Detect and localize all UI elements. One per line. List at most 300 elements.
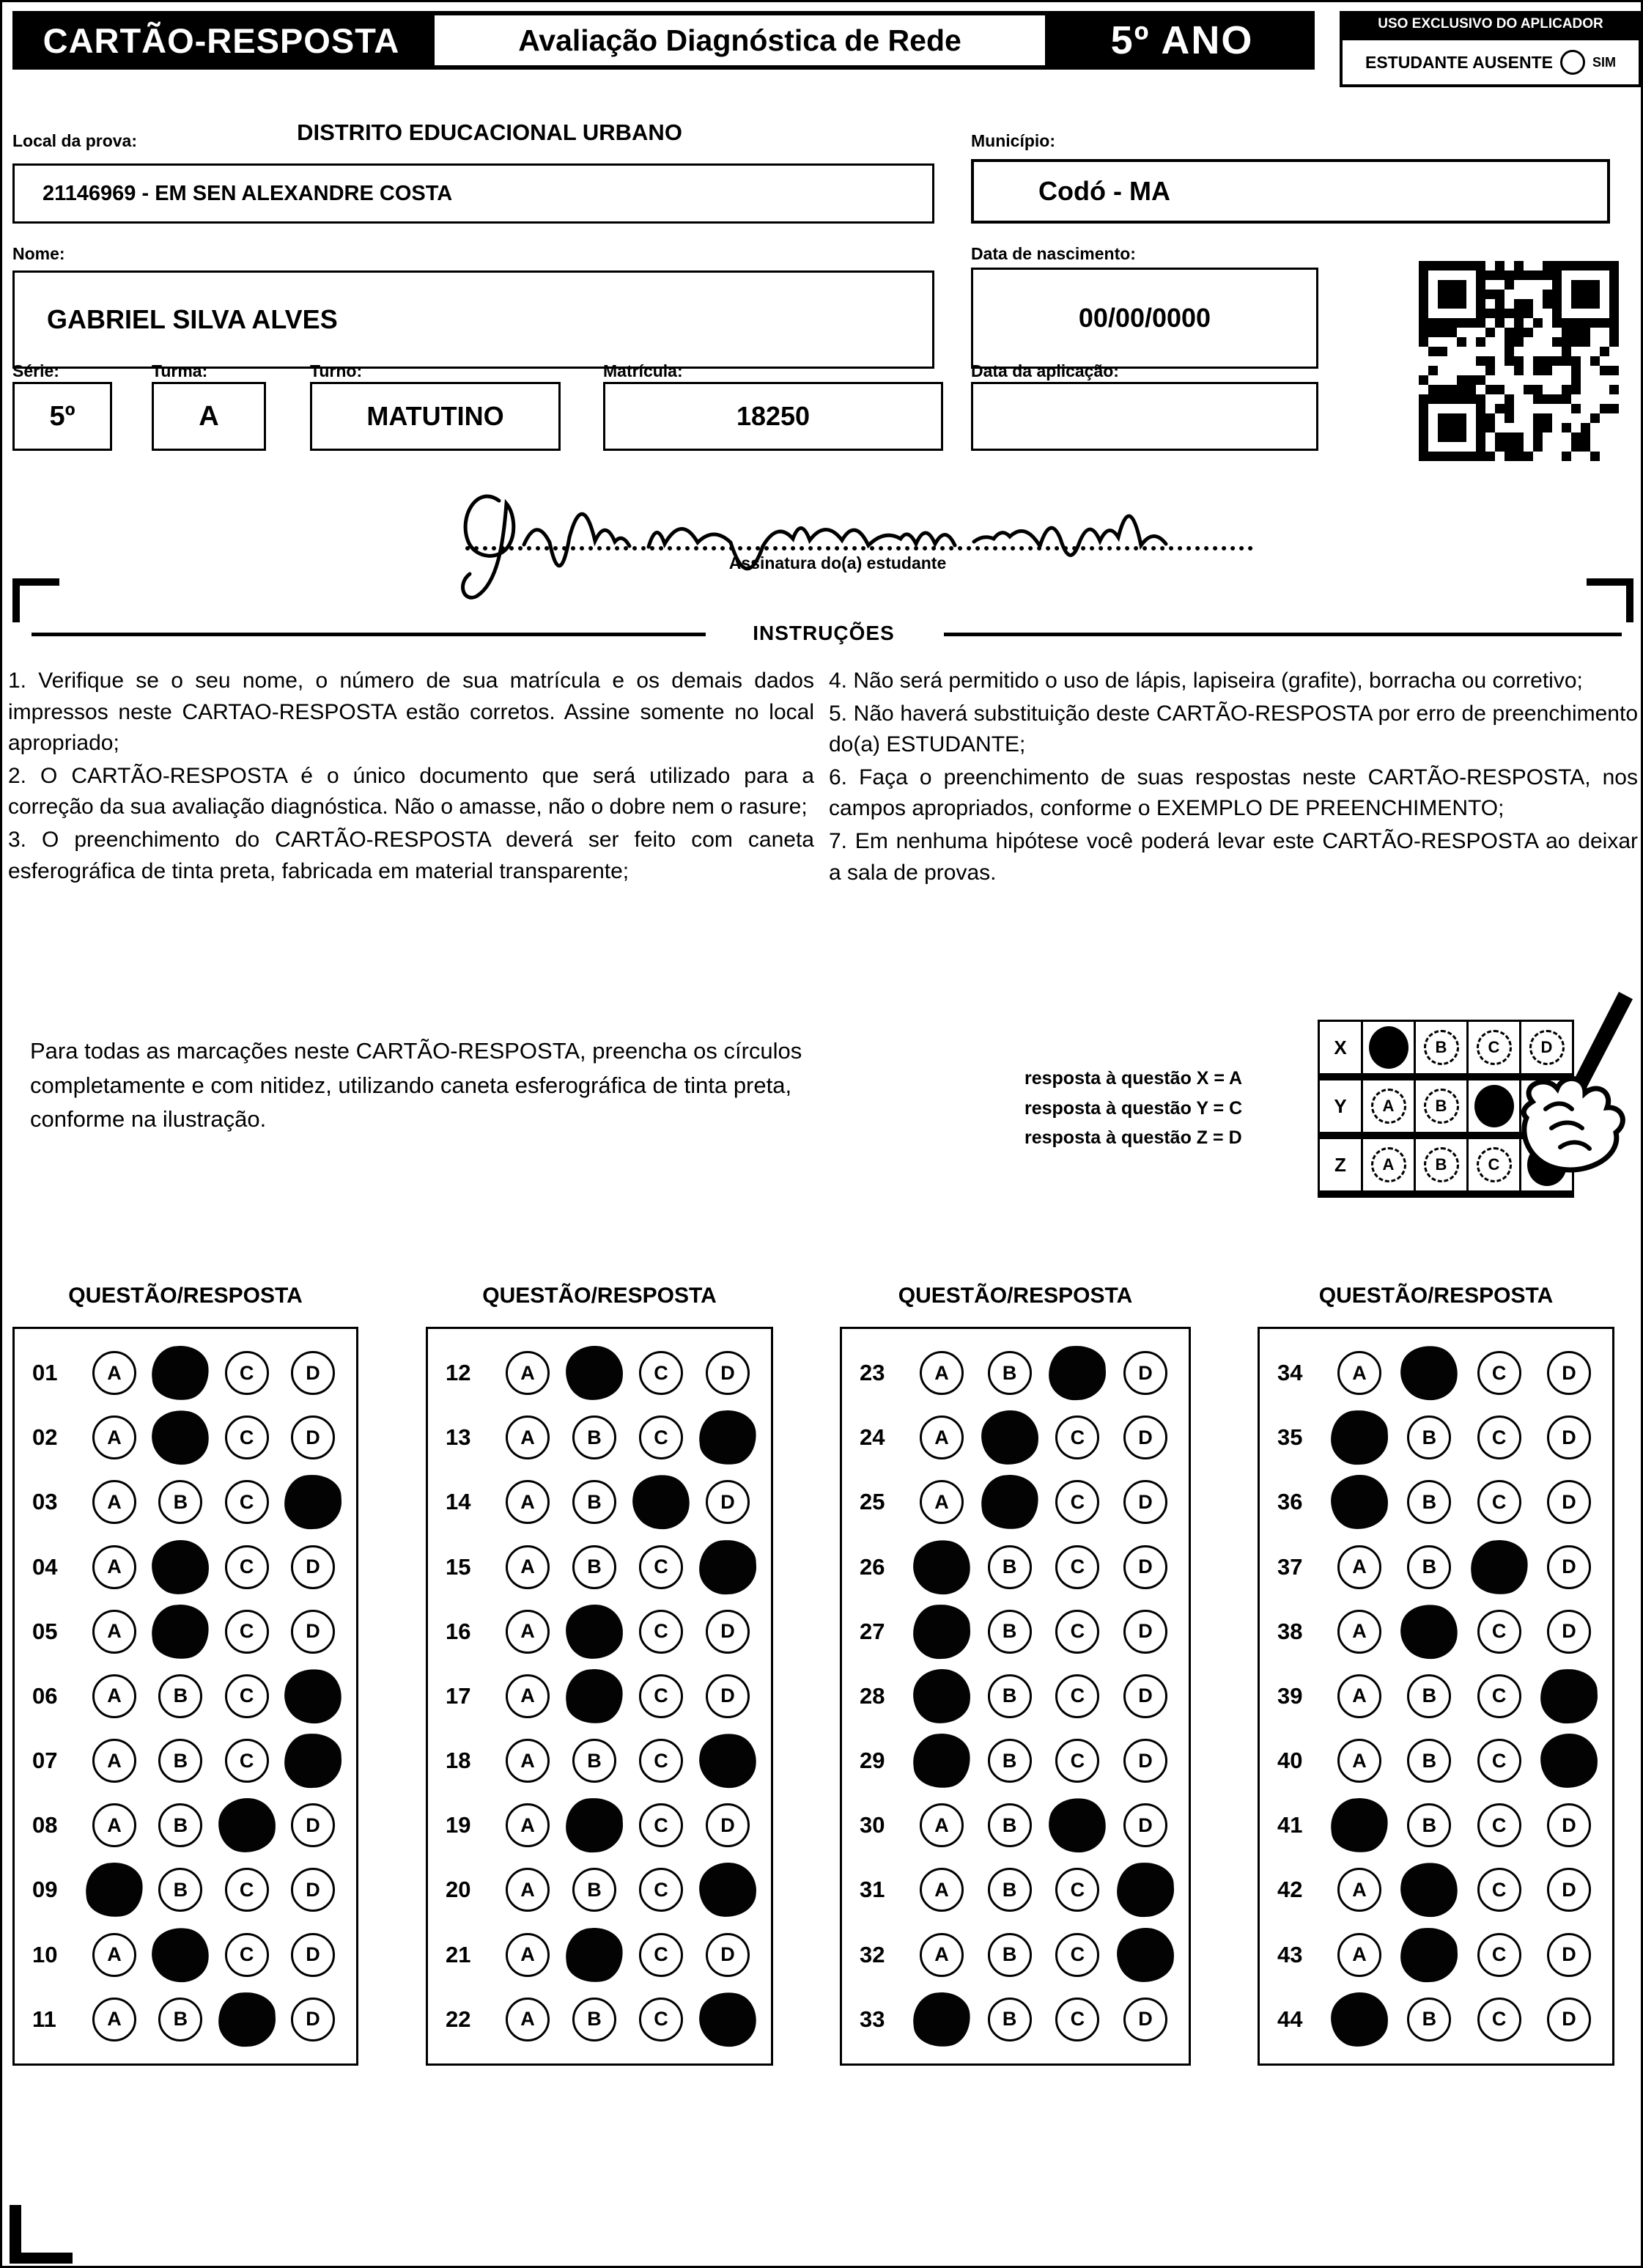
- bubble-C[interactable]: C: [1055, 1480, 1099, 1524]
- filled-bubble-A[interactable]: [1329, 1990, 1390, 2048]
- bubble-B[interactable]: B: [572, 1868, 616, 1912]
- answer-row: [842, 1544, 1189, 1590]
- bubble-D[interactable]: D: [1547, 1998, 1591, 2041]
- bubble-C[interactable]: C: [639, 1868, 683, 1912]
- qr-code: [1411, 253, 1627, 469]
- bubble-cell: [92, 1738, 137, 1783]
- filled-bubble-B[interactable]: [979, 1409, 1040, 1467]
- bubble-C[interactable]: C: [225, 1610, 269, 1654]
- bubble-group: [919, 1415, 1189, 1460]
- column-header: QUESTÃO/RESPOSTA: [482, 1284, 717, 1308]
- bubble-cell: [1546, 1997, 1592, 2042]
- example-bubble-B[interactable]: B: [1424, 1089, 1459, 1124]
- bubble-C[interactable]: C: [1055, 1868, 1099, 1912]
- bubble-D[interactable]: D: [1123, 1739, 1167, 1783]
- bubble-cell: [92, 1932, 137, 1978]
- question-number: 36: [1277, 1489, 1303, 1515]
- bubble-A[interactable]: A: [1337, 1933, 1381, 1977]
- bubble-B[interactable]: B: [988, 1803, 1032, 1847]
- question-number: 35: [1277, 1424, 1303, 1451]
- bubble-D[interactable]: D: [1547, 1480, 1591, 1524]
- bubble-A[interactable]: A: [920, 1933, 964, 1977]
- question-number: 29: [860, 1748, 885, 1774]
- bubble-cell: [1477, 1544, 1522, 1590]
- bubble-A[interactable]: A: [92, 1674, 136, 1718]
- bubble-group: [1337, 1674, 1612, 1719]
- bubble-A[interactable]: A: [1337, 1739, 1381, 1783]
- bubble-D[interactable]: D: [1547, 1351, 1591, 1395]
- example-filled-bubble[interactable]: [1369, 1026, 1408, 1069]
- bubble-B[interactable]: B: [988, 1545, 1032, 1589]
- school-field: 21146969 - EM SEN ALEXANDRE COSTA: [12, 163, 934, 224]
- example-bubble-A[interactable]: A: [1371, 1147, 1406, 1182]
- example-bubble-B[interactable]: B: [1424, 1147, 1459, 1182]
- turno-field: MATUTINO: [310, 382, 561, 451]
- name-label: Nome:: [12, 244, 65, 263]
- bubble-B[interactable]: B: [158, 1868, 202, 1912]
- bubble-D[interactable]: D: [1123, 1998, 1167, 2041]
- bubble-B[interactable]: B: [158, 1674, 202, 1718]
- bubble-D[interactable]: D: [706, 1803, 750, 1847]
- bubble-B[interactable]: B: [572, 1998, 616, 2041]
- bubble-cell: [572, 1544, 617, 1590]
- filled-bubble-B[interactable]: [563, 1666, 625, 1726]
- answer-row: [15, 1350, 356, 1396]
- bubble-D[interactable]: D: [1123, 1803, 1167, 1847]
- bubble-cell: [1406, 1932, 1452, 1978]
- bubble-B[interactable]: B: [158, 1480, 202, 1524]
- filled-bubble-D[interactable]: [695, 1988, 761, 2050]
- bubble-A[interactable]: A: [92, 1933, 136, 1977]
- filled-bubble-C[interactable]: [1047, 1344, 1107, 1402]
- bubble-cell: [158, 1932, 203, 1978]
- bubble-C[interactable]: C: [1477, 1998, 1521, 2041]
- bubble-C[interactable]: C: [639, 1351, 683, 1395]
- bubble-B[interactable]: B: [988, 1351, 1032, 1395]
- bubble-cell: [572, 1415, 617, 1460]
- bubble-D[interactable]: D: [1547, 1610, 1591, 1654]
- bubble-C[interactable]: C: [225, 1868, 269, 1912]
- bubble-C[interactable]: C: [1055, 1739, 1099, 1783]
- bubble-A[interactable]: A: [920, 1351, 964, 1395]
- example-bubble-D[interactable]: D: [1529, 1030, 1565, 1065]
- bubble-cell: [1546, 1867, 1592, 1912]
- filled-bubble-D[interactable]: [698, 1861, 758, 1919]
- bubble-D[interactable]: D: [291, 1351, 335, 1395]
- bubble-C[interactable]: C: [1477, 1868, 1521, 1912]
- bubble-D[interactable]: D: [706, 1351, 750, 1395]
- bubble-D[interactable]: D: [1547, 1545, 1591, 1589]
- bubble-group: [919, 1932, 1189, 1978]
- application-date-field[interactable]: [971, 382, 1318, 451]
- question-number: 09: [32, 1877, 58, 1903]
- bubble-group: [919, 1609, 1189, 1654]
- filled-bubble-C[interactable]: [217, 1991, 277, 2048]
- answer-row: [1260, 1867, 1612, 1912]
- bubble-C[interactable]: C: [1477, 1739, 1521, 1783]
- bubble-B[interactable]: B: [988, 1674, 1032, 1718]
- bubble-cell: [987, 1803, 1033, 1848]
- bubble-group: [919, 1674, 1189, 1719]
- bubble-cell: [158, 1803, 203, 1848]
- filled-bubble-B[interactable]: [978, 1473, 1041, 1533]
- divider: [944, 633, 1622, 636]
- filled-bubble-C[interactable]: [1045, 1794, 1110, 1857]
- bubble-B[interactable]: B: [1407, 1803, 1451, 1847]
- filled-bubble-D[interactable]: [283, 1473, 343, 1531]
- bubble-cell: [1406, 1738, 1452, 1783]
- bubble-cell: [705, 1738, 750, 1783]
- bubble-C[interactable]: C: [225, 1480, 269, 1524]
- bubble-B[interactable]: B: [572, 1480, 616, 1524]
- bubble-D[interactable]: D: [291, 1545, 335, 1589]
- bubble-C[interactable]: C: [639, 1933, 683, 1977]
- bubble-D[interactable]: D: [1547, 1868, 1591, 1912]
- bubble-D[interactable]: D: [706, 1674, 750, 1718]
- bubble-B[interactable]: B: [1407, 1674, 1451, 1718]
- bubble-C[interactable]: C: [1477, 1803, 1521, 1847]
- bubble-C[interactable]: C: [639, 1803, 683, 1847]
- bubble-cell: [290, 1867, 336, 1912]
- bubble-cell: [1406, 1867, 1452, 1912]
- example-bubble-C[interactable]: C: [1477, 1147, 1512, 1182]
- bubble-B[interactable]: B: [988, 1739, 1032, 1783]
- example-cell: [1361, 1080, 1414, 1132]
- question-number: 17: [446, 1682, 471, 1709]
- bubble-D[interactable]: D: [291, 1415, 335, 1459]
- bubble-A[interactable]: A: [506, 1933, 550, 1977]
- filled-bubble-A[interactable]: [1328, 1795, 1390, 1855]
- question-number: 08: [32, 1812, 58, 1838]
- bubble-cell: [1337, 1738, 1382, 1783]
- example-caption: resposta à questão Y = C: [1024, 1097, 1243, 1119]
- bubble-D[interactable]: D: [1123, 1351, 1167, 1395]
- bubble-C[interactable]: C: [1477, 1480, 1521, 1524]
- bubble-C[interactable]: C: [225, 1415, 269, 1459]
- bubble-B[interactable]: B: [158, 1803, 202, 1847]
- bubble-cell: [919, 1738, 964, 1783]
- answer-row: [428, 1415, 771, 1460]
- bubble-A[interactable]: A: [506, 1610, 550, 1654]
- bubble-D[interactable]: D: [291, 1998, 335, 2041]
- bubble-cell: [1055, 1867, 1100, 1912]
- bubble-cell: [158, 1867, 203, 1912]
- example-bubble-C[interactable]: C: [1477, 1030, 1512, 1065]
- bubble-cell: [1546, 1415, 1592, 1460]
- bubble-C[interactable]: C: [639, 1998, 683, 2041]
- question-number: 42: [1277, 1877, 1303, 1903]
- bubble-D[interactable]: D: [1123, 1545, 1167, 1589]
- example-bubble-A[interactable]: A: [1371, 1089, 1406, 1124]
- bubble-cell: [987, 1932, 1033, 1978]
- filled-bubble-D[interactable]: [698, 1539, 758, 1596]
- bubble-C[interactable]: C: [639, 1739, 683, 1783]
- bubble-C[interactable]: C: [1055, 1998, 1099, 2041]
- bubble-A[interactable]: A: [920, 1415, 964, 1459]
- bubble-cell: [505, 1350, 550, 1396]
- bubble-cell: [919, 1674, 964, 1719]
- bubble-C[interactable]: C: [639, 1674, 683, 1718]
- filled-bubble-B[interactable]: [149, 1343, 212, 1403]
- bubble-D[interactable]: D: [291, 1610, 335, 1654]
- bubble-cell: [987, 1609, 1033, 1654]
- answer-row: [15, 1674, 356, 1719]
- filled-bubble-C[interactable]: [629, 1471, 694, 1534]
- question-number: 16: [446, 1618, 471, 1644]
- bubble-A[interactable]: A: [92, 1998, 136, 2041]
- bubble-cell: [1406, 1674, 1452, 1719]
- bubble-D[interactable]: D: [291, 1803, 335, 1847]
- bubble-cell: [919, 1867, 964, 1912]
- bubble-A[interactable]: A: [506, 1545, 550, 1589]
- filled-bubble-B[interactable]: [564, 1344, 625, 1402]
- bubble-cell: [987, 1415, 1033, 1460]
- bubble-C[interactable]: C: [1477, 1610, 1521, 1654]
- bubble-B[interactable]: B: [1407, 1998, 1451, 2041]
- bubble-A[interactable]: A: [1337, 1610, 1381, 1654]
- bubble-cell: [1406, 1350, 1452, 1396]
- bubble-D[interactable]: D: [706, 1610, 750, 1654]
- question-number: 41: [1277, 1812, 1303, 1838]
- question-number: 44: [1277, 2006, 1303, 2032]
- bubble-B[interactable]: B: [1407, 1415, 1451, 1459]
- filled-bubble-D[interactable]: [695, 1729, 761, 1792]
- bubble-cell: [505, 1544, 550, 1590]
- filled-bubble-D[interactable]: [1115, 1861, 1175, 1918]
- bubble-cell: [1337, 1674, 1382, 1719]
- bubble-D[interactable]: D: [1123, 1610, 1167, 1654]
- bubble-D[interactable]: D: [1123, 1674, 1167, 1718]
- bubble-cell: [224, 1674, 270, 1719]
- bubble-cell: [1546, 1738, 1592, 1783]
- bubble-C[interactable]: C: [1055, 1933, 1099, 1977]
- bubble-cell: [224, 1544, 270, 1590]
- bubble-cell: [290, 1738, 336, 1783]
- bubble-A[interactable]: A: [1337, 1351, 1381, 1395]
- example-row-label: X: [1320, 1022, 1361, 1073]
- bubble-A[interactable]: A: [1337, 1545, 1381, 1589]
- bubble-cell: [1337, 1803, 1382, 1848]
- bubble-A[interactable]: A: [920, 1803, 964, 1847]
- answer-row: [842, 1415, 1189, 1460]
- bubble-cell: [1406, 1479, 1452, 1525]
- filled-bubble-B[interactable]: [1397, 1341, 1462, 1404]
- bubble-B[interactable]: B: [1407, 1480, 1451, 1524]
- bubble-D[interactable]: D: [1547, 1415, 1591, 1459]
- bubble-D[interactable]: D: [1123, 1415, 1167, 1459]
- bubble-cell: [290, 1674, 336, 1719]
- bubble-A[interactable]: A: [506, 1868, 550, 1912]
- instruction-item: 4. Não será permitido o uso de lápis, lapiseira (grafite), borracha ou corretivo;: [829, 669, 1583, 693]
- bubble-cell: [572, 1997, 617, 2042]
- answer-row: [428, 1544, 771, 1590]
- bubble-A[interactable]: A: [1337, 1868, 1381, 1912]
- filled-bubble-B[interactable]: [149, 1602, 212, 1662]
- question-number: 34: [1277, 1360, 1303, 1386]
- bubble-group: [1337, 1997, 1612, 2042]
- bubble-group: [92, 1997, 356, 2042]
- signature-handwriting: [442, 471, 1219, 611]
- bubble-A[interactable]: A: [506, 1415, 550, 1459]
- bubble-C[interactable]: C: [225, 1674, 269, 1718]
- bubble-B[interactable]: B: [572, 1415, 616, 1459]
- example-bubble-B[interactable]: B: [1424, 1030, 1459, 1065]
- bubble-A[interactable]: A: [920, 1480, 964, 1524]
- bubble-C[interactable]: C: [1477, 1933, 1521, 1977]
- bubble-C[interactable]: C: [1055, 1545, 1099, 1589]
- filled-bubble-B[interactable]: [1397, 1600, 1462, 1663]
- bubble-C[interactable]: C: [639, 1545, 683, 1589]
- bubble-A[interactable]: A: [920, 1868, 964, 1912]
- bubble-cell: [705, 1867, 750, 1912]
- bubble-cell: [92, 1479, 137, 1525]
- bubble-A[interactable]: A: [506, 1351, 550, 1395]
- bubble-cell: [1477, 1479, 1522, 1525]
- bubble-B[interactable]: B: [988, 1868, 1032, 1912]
- bubble-cell: [919, 1609, 964, 1654]
- bubble-A[interactable]: A: [92, 1351, 136, 1395]
- bubble-C[interactable]: C: [1055, 1610, 1099, 1654]
- filled-bubble-B[interactable]: [564, 1797, 624, 1854]
- question-number: 31: [860, 1877, 885, 1903]
- bubble-D[interactable]: D: [706, 1480, 750, 1524]
- question-number: 14: [446, 1489, 471, 1515]
- bubble-D[interactable]: D: [1123, 1480, 1167, 1524]
- bubble-cell: [638, 1738, 684, 1783]
- bubble-cell: [290, 1803, 336, 1848]
- bubble-cell: [224, 1803, 270, 1848]
- bubble-C[interactable]: C: [1055, 1415, 1099, 1459]
- bubble-B[interactable]: B: [572, 1545, 616, 1589]
- filled-bubble-A[interactable]: [910, 1989, 972, 2050]
- bubble-B[interactable]: B: [988, 1933, 1032, 1977]
- bubble-B[interactable]: B: [572, 1739, 616, 1783]
- bubble-B[interactable]: B: [158, 1739, 202, 1783]
- bubble-cell: [224, 1415, 270, 1460]
- filled-bubble-D[interactable]: [1539, 1668, 1599, 1725]
- bubble-B[interactable]: B: [1407, 1739, 1451, 1783]
- bubble-C[interactable]: C: [225, 1545, 269, 1589]
- question-number: 06: [32, 1682, 58, 1709]
- bubble-B[interactable]: B: [158, 1998, 202, 2041]
- question-number: 01: [32, 1360, 58, 1386]
- bubble-C[interactable]: C: [639, 1415, 683, 1459]
- bubble-A[interactable]: A: [506, 1739, 550, 1783]
- bubble-cell: [92, 1803, 137, 1848]
- bubble-cell: [1477, 1674, 1522, 1719]
- filled-bubble-B[interactable]: [1399, 1926, 1459, 1984]
- bubble-A[interactable]: A: [506, 1480, 550, 1524]
- bubble-C[interactable]: C: [1055, 1674, 1099, 1718]
- bubble-cell: [705, 1544, 750, 1590]
- bubble-A[interactable]: A: [92, 1610, 136, 1654]
- bubble-A[interactable]: A: [92, 1803, 136, 1847]
- bubble-C[interactable]: C: [1477, 1415, 1521, 1459]
- bubble-cell: [505, 1415, 550, 1460]
- bubble-cell: [1123, 1932, 1168, 1978]
- filled-bubble-B[interactable]: [564, 1602, 625, 1660]
- bubble-C[interactable]: C: [1477, 1351, 1521, 1395]
- bubble-C[interactable]: C: [225, 1739, 269, 1783]
- filled-bubble-D[interactable]: [1538, 1731, 1599, 1789]
- bubble-A[interactable]: A: [92, 1415, 136, 1459]
- bubble-A[interactable]: A: [506, 1998, 550, 2041]
- bubble-B[interactable]: B: [988, 1998, 1032, 2041]
- filled-bubble-D[interactable]: [696, 1407, 758, 1468]
- bubble-D[interactable]: D: [291, 1933, 335, 1977]
- bubble-cell: [505, 1803, 550, 1848]
- question-number: 21: [446, 1941, 471, 1967]
- bubble-cell: [1055, 1609, 1100, 1654]
- absent-yes-bubble[interactable]: [1560, 50, 1585, 75]
- bubble-group: [92, 1932, 356, 1978]
- filled-bubble-A[interactable]: [1329, 1473, 1390, 1531]
- bubble-C[interactable]: C: [639, 1610, 683, 1654]
- filled-bubble-D[interactable]: [1115, 1926, 1175, 1984]
- filled-bubble-C[interactable]: [216, 1797, 277, 1855]
- answer-row: [842, 1867, 1189, 1912]
- bubble-A[interactable]: A: [92, 1480, 136, 1524]
- answer-row: [428, 1609, 771, 1654]
- filled-bubble-A[interactable]: [909, 1536, 975, 1598]
- bubble-A[interactable]: A: [92, 1545, 136, 1589]
- bubble-A[interactable]: A: [506, 1803, 550, 1847]
- bubble-A[interactable]: A: [506, 1674, 550, 1718]
- bubble-cell: [158, 1738, 203, 1783]
- bubble-cell: [919, 1350, 964, 1396]
- bubble-C[interactable]: C: [1477, 1674, 1521, 1718]
- example-row-label: Y: [1320, 1080, 1361, 1132]
- filled-bubble-A[interactable]: [1329, 1409, 1389, 1466]
- bubble-D[interactable]: D: [1547, 1803, 1591, 1847]
- bubble-D[interactable]: D: [1547, 1933, 1591, 1977]
- filled-bubble-B[interactable]: [148, 1407, 213, 1469]
- filled-bubble-A[interactable]: [910, 1731, 972, 1791]
- answer-row: [842, 1609, 1189, 1654]
- filled-bubble-D[interactable]: [281, 1665, 346, 1727]
- bubble-cell: [1406, 1803, 1452, 1848]
- bubble-D[interactable]: D: [291, 1868, 335, 1912]
- bubble-group: [505, 1479, 771, 1525]
- bubble-cell: [1337, 1867, 1382, 1912]
- filled-bubble-B[interactable]: [563, 1925, 625, 1985]
- divider: [32, 633, 706, 636]
- bubble-B[interactable]: B: [988, 1610, 1032, 1654]
- filled-bubble-B[interactable]: [1397, 1859, 1462, 1921]
- filled-bubble-A[interactable]: [912, 1603, 972, 1660]
- bubble-B[interactable]: B: [1407, 1545, 1451, 1589]
- bubble-D[interactable]: D: [706, 1933, 750, 1977]
- answer-row: [842, 1738, 1189, 1783]
- bubble-cell: [1337, 1350, 1382, 1396]
- answer-row: [428, 1350, 771, 1396]
- filled-bubble-B[interactable]: [148, 1923, 213, 1986]
- filled-bubble-C[interactable]: [1468, 1537, 1530, 1597]
- filled-bubble-D[interactable]: [283, 1732, 343, 1789]
- matricula-label: Matrícula:: [603, 361, 683, 380]
- filled-bubble-A[interactable]: [83, 1860, 145, 1921]
- bubble-C[interactable]: C: [225, 1933, 269, 1977]
- answer-row: [1260, 1415, 1612, 1460]
- bubble-A[interactable]: A: [1337, 1674, 1381, 1718]
- bubble-A[interactable]: A: [92, 1739, 136, 1783]
- bubble-cell: [1337, 1415, 1382, 1460]
- filled-bubble-B[interactable]: [150, 1538, 211, 1596]
- bubble-C[interactable]: C: [225, 1351, 269, 1395]
- bubble-group: [1337, 1350, 1612, 1396]
- filled-bubble-A[interactable]: [912, 1667, 972, 1725]
- answer-row: [842, 1997, 1189, 2042]
